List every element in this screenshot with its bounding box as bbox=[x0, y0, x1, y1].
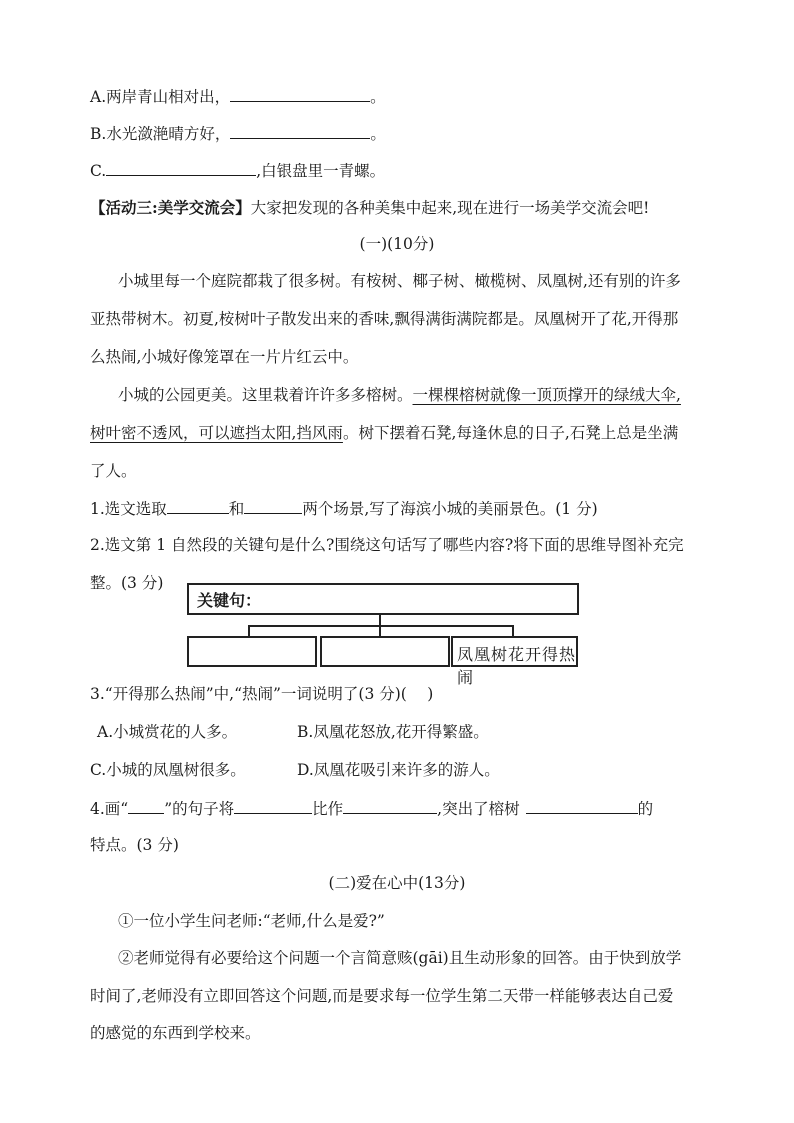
q1-part-a: 1.选文选取 bbox=[90, 500, 167, 518]
question-1 bbox=[90, 496, 598, 521]
poem-line-c bbox=[90, 158, 385, 183]
q4-part-d: ,突出了榕树 bbox=[437, 800, 520, 818]
q4-blank-1[interactable] bbox=[234, 796, 312, 814]
section1-p2-l1 bbox=[118, 383, 681, 407]
branch-box-1[interactable] bbox=[187, 636, 317, 667]
poem-c-prefix: C. bbox=[90, 162, 107, 180]
question-4-l1 bbox=[90, 796, 653, 821]
q3-option-a[interactable]: A.小城赏花的人多。 bbox=[97, 723, 238, 741]
branch-box-2[interactable] bbox=[320, 636, 450, 667]
q4-blank-3[interactable] bbox=[526, 796, 638, 814]
q1-part-b: 和 bbox=[228, 500, 245, 518]
q4-part-c: 比作 bbox=[312, 800, 344, 818]
q4-blank-2[interactable] bbox=[343, 796, 437, 814]
question-2-l1: 2.选文第 1 自然段的关键句是什么?围绕这句话写了哪些内容?将下面的思维导图补充完 bbox=[90, 536, 684, 554]
activity-line bbox=[90, 196, 649, 220]
section1-p1-l2: 亚热带树木。初夏,桉树叶子散发出来的香味,飘得满街满院都是。凤凰树开了花,开得那 bbox=[90, 310, 679, 328]
section2-p2-l3: 的感觉的东西到学校来。 bbox=[90, 1024, 261, 1042]
q4-part-b: ”的句子将 bbox=[164, 800, 235, 818]
poem-b-blank[interactable] bbox=[230, 121, 370, 139]
section2-p2-l1: ②老师觉得有必要给这个问题一个言简意赅(gāi)且生动形象的回答。由于快到放学 bbox=[118, 949, 682, 967]
section1-p1-l1: 小城里每一个庭院都栽了很多树。有桉树、椰子树、橄榄树、凤凰树,还有别的许多 bbox=[118, 272, 681, 290]
q4-part-e: 的 bbox=[637, 800, 654, 818]
q1-blank-1[interactable] bbox=[167, 496, 229, 514]
section1-title: (一)(10分) bbox=[359, 235, 435, 253]
p2-underlined-1: 一棵棵榕树就像一顶顶撑开的绿绒大伞, bbox=[412, 386, 681, 404]
q4-underline-sample bbox=[128, 803, 164, 814]
section1-p2-l3: 了人。 bbox=[90, 462, 137, 480]
key-sentence-label: 关键句： bbox=[197, 591, 262, 610]
p2-plain-2: 。树下摆着石凳,每逢休息的日子,石凳上总是坐满 bbox=[342, 424, 679, 442]
poem-c-blank[interactable] bbox=[106, 158, 256, 176]
branch-box-3 bbox=[451, 636, 578, 687]
poem-a-blank[interactable] bbox=[230, 84, 370, 102]
q4-part-a: 4.画“ bbox=[90, 800, 129, 818]
poem-a-suffix: 。 bbox=[370, 88, 386, 106]
connector-bar bbox=[248, 625, 514, 627]
section1-p1-l3: 么热闹,小城好像笼罩在一片片红云中。 bbox=[90, 348, 359, 366]
poem-line-a bbox=[90, 84, 386, 109]
poem-c-suffix: ,白银盘里一青螺。 bbox=[256, 162, 386, 180]
branch-box-3-text: 凤凰树花开得热闹 bbox=[457, 645, 577, 687]
p2-plain-1: 小城的公园更美。这里栽着许许多多榕树。 bbox=[118, 386, 413, 404]
poem-a-prefix: A.两岸青山相对出， bbox=[90, 88, 231, 106]
p2-underlined-2: 树叶密不透风，可以遮挡太阳,挡风雨 bbox=[90, 424, 343, 442]
q1-part-c: 两个场景,写了海滨小城的美丽景色。(1 分) bbox=[302, 500, 598, 518]
section1-p2-l2 bbox=[90, 421, 678, 445]
question-2-l2: 整。(3 分) bbox=[90, 574, 164, 592]
activity-label: 【活动三:美学交流会】 bbox=[90, 198, 251, 217]
question-3: 3.“开得那么热闹”中,“热闹”一词说明了(3 分)( ) bbox=[90, 685, 434, 703]
q3-option-d[interactable]: D.凤凰花吸引来许多的游人。 bbox=[297, 761, 500, 779]
poem-b-prefix: B.水光潋滟晴方好， bbox=[90, 125, 231, 143]
poem-b-suffix: 。 bbox=[370, 125, 386, 143]
key-sentence-box[interactable] bbox=[187, 583, 579, 615]
question-4-l2: 特点。(3 分) bbox=[90, 836, 179, 854]
q3-option-b[interactable]: B.凤凰花怒放,花开得繁盛。 bbox=[297, 723, 489, 741]
section2-title: (二)爱在心中(13分) bbox=[328, 874, 466, 892]
section2-p1: ①一位小学生问老师:“老师,什么是爱?” bbox=[118, 912, 385, 930]
q1-blank-2[interactable] bbox=[244, 496, 302, 514]
section2-p2-l2: 时间了,老师没有立即回答这个问题,而是要求每一位学生第二天带一样能够表达自己爱 bbox=[90, 987, 674, 1005]
activity-text: 大家把发现的各种美集中起来,现在进行一场美学交流会吧! bbox=[250, 199, 650, 217]
q3-option-c[interactable]: C.小城的凤凰树很多。 bbox=[90, 761, 246, 779]
poem-line-b bbox=[90, 121, 386, 146]
